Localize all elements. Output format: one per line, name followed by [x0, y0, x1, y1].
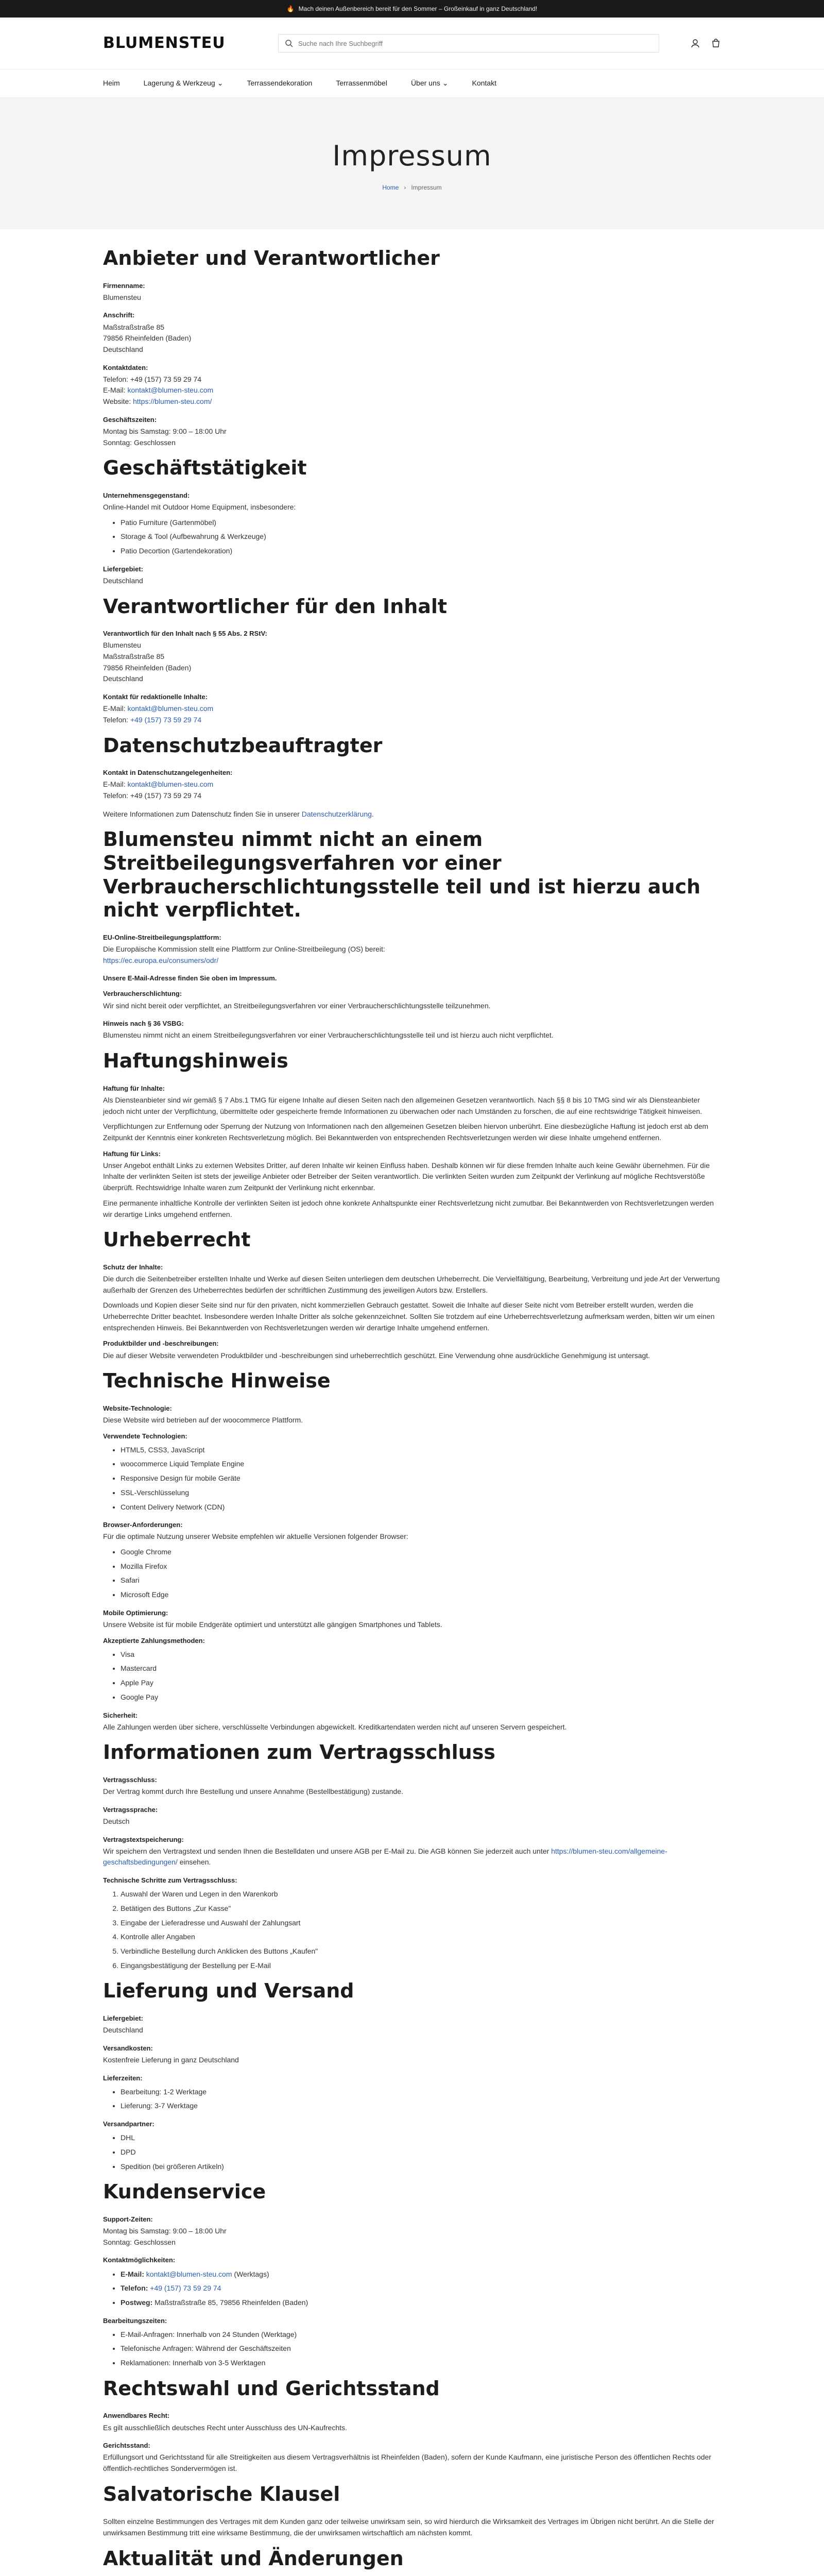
list-item: • Content Delivery Network (CDN)	[121, 1502, 721, 1513]
list-item: • Spedition (bei größeren Artikeln)	[121, 2161, 721, 2173]
list-item: • DHL	[121, 2132, 721, 2144]
list-item: • Lieferung: 3-7 Werktage	[121, 2100, 721, 2112]
text: Alle Zahlungen werden über sichere, verschlüsselte Verbindungen abgewickelt. Kreditkartendaten werden nicht auf unseren Servern gespeichert.	[103, 1722, 567, 1731]
list-item: • woocommerce Liquid Template Engine	[121, 1459, 721, 1470]
text: 79856 Rheinfelden (Baden)	[103, 334, 192, 343]
label: Kontaktdaten:	[103, 363, 148, 371]
announcement-bar	[0, 0, 824, 18]
text: Deutschland	[103, 345, 143, 353]
list	[121, 1445, 721, 1513]
account-icon[interactable]	[690, 38, 700, 48]
email-link[interactable]: kontakt@blumen-steu.com	[127, 386, 214, 395]
list	[121, 517, 721, 557]
text: Website:	[103, 397, 131, 406]
text	[103, 779, 721, 790]
text: Die auf dieser Website verwendeten Produktbilder und -beschreibungen sind urheberrechtlich geschützt. Eine Verwendung ohne ausdrückliche Genehmigung ist untersagt.	[103, 1351, 650, 1360]
list-item: • Patio Decortion (Gartendekoration)	[121, 546, 721, 557]
chevron-down-icon: ⌄	[217, 79, 224, 88]
phone-link[interactable]: +49 (157) 73 59 29 74	[150, 2284, 221, 2293]
page-header	[0, 98, 824, 229]
list-item: • Visa	[121, 1649, 721, 1660]
label: Kontaktmöglichkeiten:	[103, 2256, 176, 2264]
search-icon[interactable]	[285, 39, 293, 47]
nav-item-terrassenmoebel[interactable]: Terrassenmöbel	[336, 79, 387, 88]
text: Eine permanente inhaltliche Kontrolle der verlinkten Seiten ist jedoch ohne konkrete Anhaltspunkte einer Rechtsverletzung nicht zumutbar. Bei Bekanntwerden von Rechtsverletzungen werden wir derartige Links umgehend entfernen.	[103, 1198, 714, 1218]
text: Montag bis Samstag: 9:00 – 18:00 Uhr	[103, 427, 227, 435]
label: Lieferzeiten:	[103, 2074, 143, 2082]
text: Es gilt ausschließlich deutsches Recht unter Ausschluss des UN-Kaufrechts.	[103, 2423, 347, 2432]
list-item: • Mozilla Firefox	[121, 1561, 721, 1572]
label: Vertragstextspeicherung:	[103, 1835, 184, 1843]
text: Blumensteu	[103, 293, 141, 301]
text: E-Mail:	[103, 704, 126, 713]
list-item: • Google Pay	[121, 1692, 721, 1703]
cart-icon[interactable]	[711, 38, 721, 48]
text: Für die optimale Nutzung unserer Website empfehlen wir aktuelle Versionen folgender Browser:	[103, 1532, 408, 1541]
main-nav	[0, 69, 824, 98]
announcement-text: Mach deinen Außenbereich bereit für den Sommer – Großeinkauf in ganz Deutschland!	[298, 5, 538, 12]
list-item	[121, 2297, 721, 2309]
breadcrumb-separator: ›	[404, 184, 406, 192]
list	[121, 2132, 721, 2172]
privacy-link[interactable]: Datenschutzerklärung	[301, 809, 372, 818]
list	[121, 2087, 721, 2112]
text: Telefon: +49 (157) 73 59 29 74	[103, 791, 202, 800]
email-link[interactable]: kontakt@blumen-steu.com	[146, 2269, 232, 2278]
text: E-Mail:	[121, 2269, 144, 2278]
label: EU-Online-Streitbeilegungsplattform:	[103, 933, 221, 941]
section-heading: Salvatorische Klausel	[103, 2482, 340, 2505]
text: Postweg:	[121, 2298, 153, 2307]
label: Versandpartner:	[103, 2120, 154, 2128]
text: Als Diensteanbieter sind wir gemäß § 7 Abs.1 TMG für eigene Inhalte auf diesen Seiten nach den allgemeinen Gesetzen verantwortlich. Nach §§ 8 bis 10 TMG sind wir als Diensteanbieter jedoch nicht unter der Verpflichtung, übermittelte oder gespeicherte fremde Informationen zu überwachen oder nach Umständen zu forschen, die auf eine rechtswidrige Tätigkeit hinweisen.	[103, 1095, 702, 1115]
text: Telefon:	[103, 715, 129, 724]
nav-item-home[interactable]: Heim	[103, 79, 120, 88]
text: Sonntag: Geschlossen	[103, 2238, 176, 2246]
text: Die durch die Seitenbetreiber erstellten Inhalte und Werke auf diesen Seiten unterliegen dem deutschen Urheberrecht. Die Vervielfältigung, Bearbeitung, Verbreitung und jede Art der Verwertung außerhalb der Grenzen des Urheberrechtes bedürfen der schriftlichen Zustimmung des jeweiligen Autors bzw. Erstellers.	[103, 1274, 720, 1294]
search-box[interactable]	[278, 34, 659, 53]
logo[interactable]: BLUMENSTEU	[103, 33, 226, 52]
list	[121, 2269, 721, 2309]
text	[103, 809, 721, 820]
text: Weitere Informationen zum Datenschutz finden Sie in unserer	[103, 809, 300, 818]
text: Diese Website wird betrieben auf der woocommerce Plattform.	[103, 1415, 303, 1424]
list-item: • HTML5, CSS3, JavaScript	[121, 1445, 721, 1456]
label: Versandkosten:	[103, 2044, 153, 2052]
list-item: • Patio Furniture (Gartenmöbel)	[121, 517, 721, 529]
section-heading: Haftungshinweis	[103, 1049, 288, 1073]
list-item	[121, 2269, 721, 2280]
list-item: • Storage & Tool (Aufbewahrung & Werkzeuge)	[121, 531, 721, 543]
text: .	[371, 809, 374, 818]
list-item: 4. Kontrolle aller Angaben	[121, 1931, 721, 1943]
email-link[interactable]: kontakt@blumen-steu.com	[127, 780, 214, 789]
email-link[interactable]: kontakt@blumen-steu.com	[127, 704, 214, 713]
text: Deutsch	[103, 1817, 130, 1825]
agb-link[interactable]: https://blumen-steu.com/allgemeine-geschaftsbedingungen/	[103, 1846, 667, 1867]
label: Liefergebiet:	[103, 2014, 144, 2022]
label: Sicherheit:	[103, 1711, 138, 1719]
section-heading: Verantwortlicher für den Inhalt	[103, 595, 448, 618]
label: Vertragssprache:	[103, 1805, 158, 1814]
label: Anwendbares Recht:	[103, 2412, 170, 2420]
nav-item-kontakt[interactable]: Kontakt	[472, 79, 496, 88]
label: Haftung für Inhalte:	[103, 1084, 165, 1092]
list-item: • Apple Pay	[121, 1677, 721, 1689]
text: Maßstraßstraße 85	[103, 323, 165, 331]
nav-label: Über uns	[410, 79, 440, 88]
text: Downloads und Kopien dieser Seite sind nur für den privaten, nicht kommerziellen Gebrauch gestattet. Soweit die Inhalte auf dieser Seite nicht vom Betreiber erstellt wurden, werden die Urheberrechte Dritter beachtet. Insbesondere werden Inhalte Dritter als solche gekennzeichnet. Sollten Sie trotzdem auf eine Urheberrechtsverletzung aufmerksam werden, bitten wir um einen entsprechenden Hinweis. Bei Bekanntwerden von Rechtsverletzungen werden wir derartige Inhalte umgehend entfernen.	[103, 1301, 715, 1332]
list-item: 5. Verbindliche Bestellung durch Anklicken des Buttons „Kaufen"	[121, 1946, 721, 1957]
text: E-Mail:	[103, 780, 126, 789]
label: Support-Zeiten:	[103, 2215, 153, 2223]
list-item: • Microsoft Edge	[121, 1589, 721, 1601]
text: E-Mail:	[103, 386, 126, 395]
list	[121, 1547, 721, 1601]
fire-icon: 🔥	[286, 5, 295, 12]
section-heading: Kundenservice	[103, 2180, 266, 2204]
label: Verwendete Technologien:	[103, 1432, 187, 1440]
text: Wir speichern den Vertragstext und senden Ihnen die Bestelldaten und unsere AGB per E-Mail zu. Die AGB können Sie jederzeit auch unter	[103, 1846, 550, 1855]
nav-item-lagerung[interactable]	[144, 78, 224, 89]
list-item: • SSL-Verschlüsselung	[121, 1487, 721, 1499]
text: Deutschland	[103, 2026, 143, 2035]
list-item: • Telefonische Anfragen: Während der Geschäftszeiten	[121, 2343, 721, 2354]
label: Technische Schritte zum Vertragsschluss:	[103, 1876, 237, 1885]
impressum-content	[0, 229, 824, 2576]
breadcrumb-current: Impressum	[411, 184, 442, 192]
nav-label: Lagerung & Werkzeug	[143, 79, 215, 88]
text: Kostenfreie Lieferung in ganz Deutschland	[103, 2055, 239, 2064]
odr-link[interactable]: https://ec.europa.eu/consumers/odr/	[103, 956, 219, 964]
list-item: • Reklamationen: Innerhalb von 3-5 Werktagen	[121, 2358, 721, 2369]
website-link[interactable]: https://blumen-steu.com/	[133, 397, 212, 406]
text: Telefon: +49 (157) 73 59 29 74	[103, 375, 202, 383]
list-item: 1. Auswahl der Waren und Legen in den Warenkorb	[121, 1889, 721, 1900]
label: Browser-Anforderungen:	[103, 1521, 183, 1529]
label: Akzeptierte Zahlungsmethoden:	[103, 1636, 205, 1645]
list-item: • E-Mail-Anfragen: Innerhalb von 24 Stunden (Werktage)	[121, 2329, 721, 2341]
search-input[interactable]	[298, 40, 653, 47]
text: einsehen.	[179, 1858, 211, 1867]
label: Kontakt für redaktionelle Inhalte:	[103, 693, 208, 701]
list-item: 2. Betätigen des Buttons „Zur Kasse"	[121, 1903, 721, 1914]
text: Unsere Website ist für mobile Endgeräte optimiert und unterstützt alle gängigen Smartphones und Tablets.	[103, 1620, 442, 1629]
label: Mobile Optimierung:	[103, 1608, 168, 1617]
list	[121, 1649, 721, 1703]
text	[103, 396, 721, 408]
label: Gerichtsstand:	[103, 2442, 150, 2450]
text: Sollten einzelne Bestimmungen des Vertrages mit dem Kunden ganz oder teilweise unwirksam sein, so wird hierdurch die Wirksamkeit des Vertrages im Übrigen nicht berührt. An die Stelle der unwirksamen Bestimmung tritt eine wirksame Bestimmung, die der unwirksamen wirtschaftlich am nächsten kommt.	[103, 2517, 714, 2537]
label: Unternehmensgegenstand:	[103, 491, 190, 499]
list	[121, 1889, 721, 1971]
section-heading: Aktualität und Änderungen	[103, 2547, 404, 2570]
text: Blumensteu	[103, 641, 141, 650]
text: Die Europäische Kommission stellt eine Plattform zur Online-Streitbeilegung (OS) bereit:	[103, 944, 385, 953]
list-item: 6. Eingangsbestätigung der Bestellung per E-Mail	[121, 1960, 721, 1972]
text: Telefon:	[121, 2284, 148, 2293]
nav-item-terrassendekoration[interactable]: Terrassendekoration	[247, 79, 313, 88]
label: Schutz der Inhalte:	[103, 1263, 163, 1271]
text: (Werktags)	[234, 2269, 269, 2278]
text: Maßstraßstraße 85, 79856 Rheinfelden (Baden)	[154, 2298, 308, 2307]
label: Anschrift:	[103, 311, 135, 319]
section-heading: Geschäftstätigkeit	[103, 456, 307, 480]
phone-link[interactable]: +49 (157) 73 59 29 74	[130, 715, 202, 724]
label: Vertragsschluss:	[103, 1775, 157, 1784]
label: Hinweis nach § 36 VSBG:	[103, 1020, 184, 1028]
text	[103, 1846, 721, 1868]
list-item	[121, 2283, 721, 2294]
section-heading: Blumensteu nimmt nicht an einem Streitbeilegungsverfahren vor einer Verbraucherschlichtungsstelle teil und ist hierzu auch nicht verpflichtet.	[103, 828, 701, 922]
section-heading: Datenschutzbeauftragter	[103, 734, 383, 757]
section-heading: Lieferung und Versand	[103, 1979, 354, 2003]
label: Haftung für Links:	[103, 1149, 161, 1158]
list-item: • Google Chrome	[121, 1547, 721, 1558]
text: Unser Angebot enthält Links zu externen Websites Dritter, auf deren Inhalte wir keinen Einfluss haben. Deshalb können wir für diese fremden Inhalte auch keine Gewähr übernehmen. Für die Inhalte der verlinkten Seiten ist stets der jeweilige Anbieter oder Betreiber der Seiten verantwortlich. Die verlinkten Seiten wurden zum Zeitpunkt der Verlinkung auf mögliche Rechtsverstöße überprüft. Rechtswidrige Inhalte waren zum Zeitpunkt der Verlinkung nicht erkennbar.	[103, 1161, 710, 1192]
text: Deutschland	[103, 576, 143, 585]
text: Erfüllungsort und Gerichtsstand für alle Streitigkeiten aus diesem Vertragsverhältnis ist Rheinfelden (Baden), sofern der Kunde Kaufmann, eine juristische Person des öffentlichen Rechts oder öffentlich-rechtliches Sondervermögen ist.	[103, 2453, 712, 2473]
page-title: Impressum	[332, 140, 492, 173]
text: Blumensteu nimmt nicht an einem Streitbeilegungsverfahren vor einer Verbraucherschlichtungsstelle teil und ist hierzu auch nicht verpflichtet.	[103, 1031, 554, 1040]
label: Firmenname:	[103, 281, 145, 290]
section-heading: Anbieter und Verantwortlicher	[103, 247, 440, 269]
text: Deutschland	[103, 674, 143, 683]
list	[121, 2329, 721, 2369]
section-heading: Informationen zum Vertragsschluss	[103, 1741, 495, 1764]
list-item: • Safari	[121, 1575, 721, 1586]
breadcrumb	[382, 183, 441, 193]
text: Wir sind nicht bereit oder verpflichtet, an Streitbeilegungsverfahren vor einer Verbraucherschlichtungsstelle teilzunehmen.	[103, 1001, 491, 1010]
label: Kontakt in Datenschutzangelegenheiten:	[103, 769, 233, 777]
text	[103, 715, 721, 726]
text	[103, 703, 721, 715]
label: Geschäftszeiten:	[103, 415, 157, 423]
label: Produktbilder und -beschreibungen:	[103, 1340, 219, 1348]
label: Unsere E-Mail-Adresse finden Sie oben im Impressum.	[103, 974, 277, 982]
list-item: 3. Eingabe der Lieferadresse und Auswahl der Zahlungsart	[121, 1918, 721, 1929]
list-item: • Mastercard	[121, 1663, 721, 1674]
text: Verpflichtungen zur Entfernung oder Sperrung der Nutzung von Informationen nach den allgemeinen Gesetzen bleiben hiervon unberührt. Eine diesbezügliche Haftung ist jedoch erst ab dem Zeitpunkt der Kenntnis einer konkreten Rechtsverletzung möglich. Bei Bekanntwerden von entsprechenden Rechtsverletzungen werden wir diese Inhalte umgehend entfernen.	[103, 1122, 709, 1142]
label: Verantwortlich für den Inhalt nach § 55 Abs. 2 RStV:	[103, 630, 267, 638]
section-heading: Rechtswahl und Gerichtsstand	[103, 2377, 440, 2400]
nav-item-ueber-uns[interactable]	[411, 78, 449, 89]
label: Website-Technologie:	[103, 1404, 172, 1412]
text: Maßstraßstraße 85	[103, 652, 165, 661]
label: Liefergebiet:	[103, 565, 144, 573]
label: Bearbeitungszeiten:	[103, 2316, 167, 2325]
text: Sonntag: Geschlossen	[103, 438, 176, 447]
text: Montag bis Samstag: 9:00 – 18:00 Uhr	[103, 2227, 227, 2235]
label: Verbraucherschlichtung:	[103, 990, 182, 998]
text: 79856 Rheinfelden (Baden)	[103, 663, 192, 672]
section-heading: Urheberrecht	[103, 1228, 251, 1251]
text: Der Vertrag kommt durch Ihre Bestellung und unsere Annahme (Bestellbestätigung) zustande.	[103, 1787, 403, 1796]
list-item: • DPD	[121, 2147, 721, 2158]
breadcrumb-home[interactable]: Home	[382, 184, 399, 192]
site-header	[0, 18, 824, 69]
list-item: • Bearbeitung: 1-2 Werktage	[121, 2087, 721, 2098]
list-item: • Responsive Design für mobile Geräte	[121, 1473, 721, 1484]
section-heading: Technische Hinweise	[103, 1369, 331, 1393]
text: Online-Handel mit Outdoor Home Equipment, insbesondere:	[103, 503, 296, 512]
text	[103, 385, 721, 396]
chevron-down-icon: ⌄	[442, 79, 449, 88]
